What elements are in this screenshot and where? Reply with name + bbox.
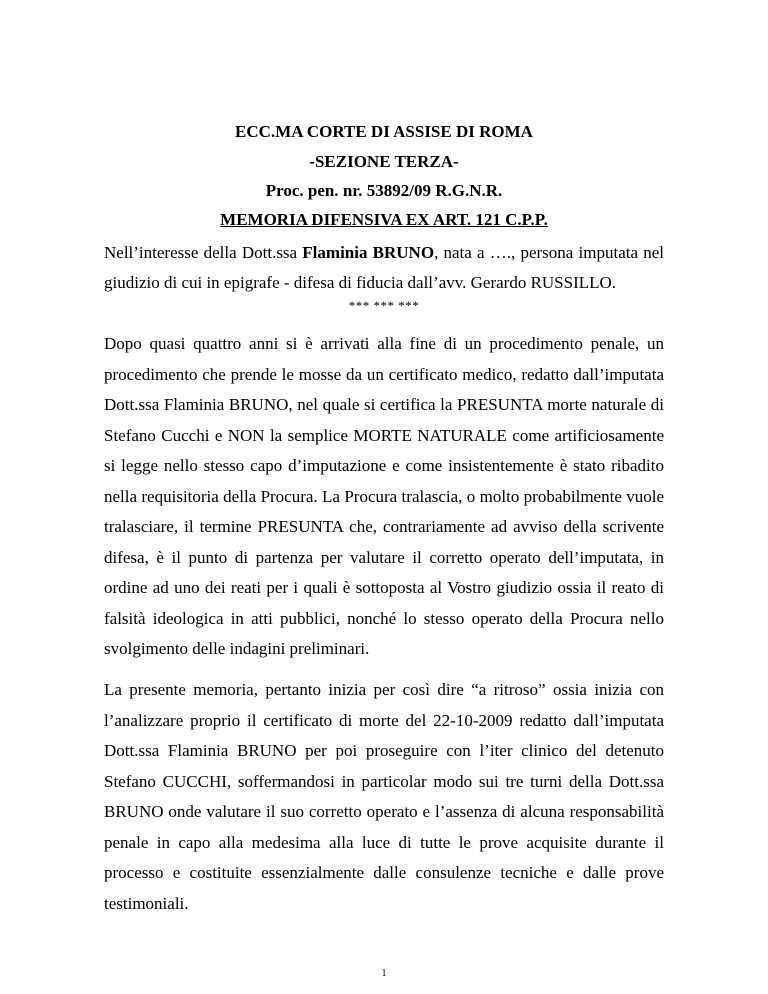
intro-paragraph [104,238,664,298]
intro-prefix: Nell’interesse della Dott.ssa [104,243,303,262]
body-paragraph-1: Dopo quasi quattro anni si è arrivati alla fine di un procedimento penale, un procedimento che prende le mosse da un certificato medico, redatto dall’imputata Dott.ssa Flaminia BRUNO, nel quale si certifica la PRESUNTA morte naturale di Stefano Cucchi e NON la semplice MORTE NATURALE come artificiosamente si legge nello stesso capo d’imputazione e come insistentemente è stato ribadito nella requisitoria della Procura. La Procura tralascia, o molto probabilmente vuole tralasciare, il termine PRESUNTA che, contrariamente ad avviso della scrivente difesa, è il punto di partenza per valutare il corretto operato dell’imputata, in ordine ad uno dei reati per i quali è sottoposta al Vostro giudizio ossia il reato di falsità ideologica in atti pubblici, nonché lo stesso operato della Procura nello svolgimento delle indagini preliminari. [104,334,664,658]
section-separator: *** *** *** [348,298,420,313]
page-number: 1 [381,968,387,979]
defendant-name: Flaminia BRUNO [302,243,435,262]
intro-suffix: , nata a …., persona imputata nel giudizio di cui in epigrafe - difesa di fiducia dall’avv. Gerardo RUSSILLO. [104,243,664,292]
section-heading: -SEZIONE TERZA- [309,152,459,171]
document-title: MEMORIA DIFENSIVA EX ART. 121 C.P.P. [220,210,548,229]
proceeding-number: Proc. pen. nr. 53892/09 R.G.N.R. [265,181,503,200]
court-heading: ECC.MA CORTE DI ASSISE DI ROMA [235,122,533,141]
body-paragraph-2: La presente memoria, pertanto inizia per così dire “a ritroso” ossia inizia con l’analizzare proprio il certificato di morte del 22-10-2009 redatto dall’imputata Dott.ssa Flaminia BRUNO per poi proseguire con l’iter clinico del detenuto Stefano CUCCHI, soffermandosi in particolar modo sui tre turni della Dott.ssa BRUNO onde valutare il suo corretto operato e l’assenza di alcuna responsabilità penale in capo alla medesima alla luce di tutte le prove acquisite durante il processo e costituite essenzialmente dalle consulenze tecniche e dalle prove testimoniali. [104,680,664,913]
